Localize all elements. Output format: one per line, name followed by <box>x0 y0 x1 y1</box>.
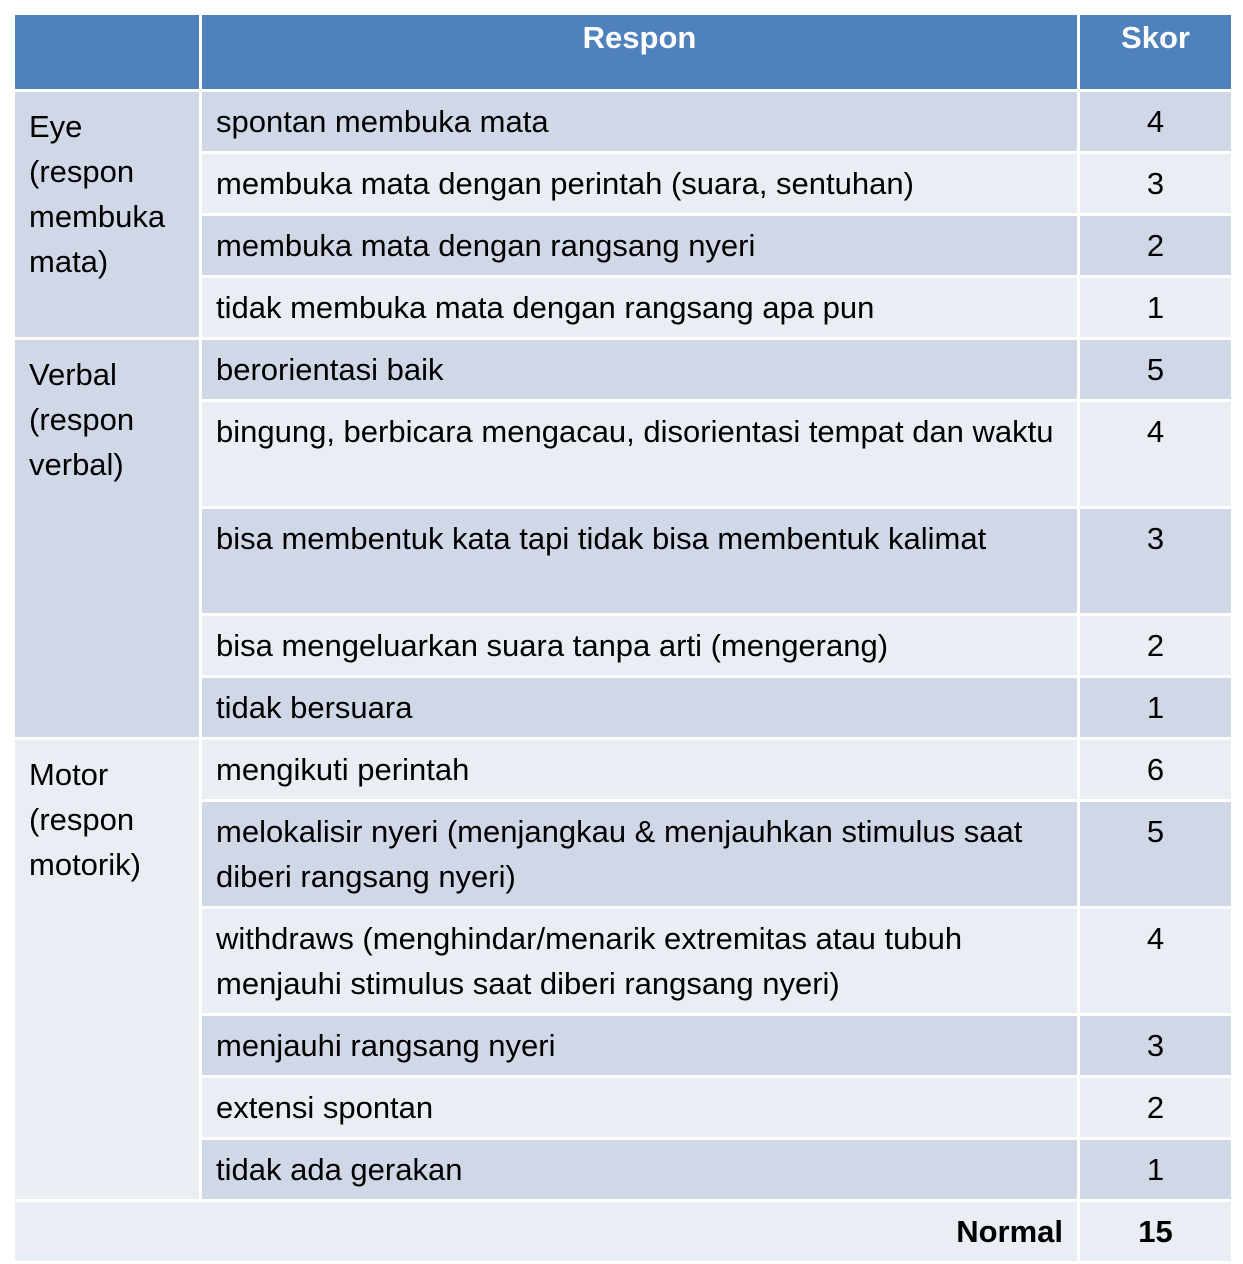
response-cell: tidak bersuara <box>201 677 1079 739</box>
score-cell: 2 <box>1079 1077 1233 1139</box>
glasgow-coma-scale-table <box>12 12 1234 1264</box>
response-cell: bisa mengeluarkan suara tanpa arti (mengerang) <box>201 615 1079 677</box>
response-cell: menjauhi rangsang nyeri <box>201 1015 1079 1077</box>
score-cell: 4 <box>1079 401 1233 508</box>
total-value: 15 <box>1079 1201 1233 1263</box>
table-row <box>14 339 1233 401</box>
total-label: Normal <box>14 1201 1079 1263</box>
category-motor: Motor (respon motorik) <box>14 739 201 1201</box>
response-cell: bingung, berbicara mengacau, disorientasi tempat dan waktu <box>201 401 1079 508</box>
response-cell: tidak membuka mata dengan rangsang apa pun <box>201 277 1079 339</box>
response-cell: mengikuti perintah <box>201 739 1079 801</box>
category-verbal: Verbal (respon verbal) <box>14 339 201 739</box>
header-response: Respon <box>201 14 1079 91</box>
category-eye: Eye (respon membuka mata) <box>14 91 201 339</box>
score-cell: 4 <box>1079 91 1233 153</box>
response-cell: tidak ada gerakan <box>201 1139 1079 1201</box>
score-cell: 2 <box>1079 615 1233 677</box>
response-cell: membuka mata dengan perintah (suara, sentuhan) <box>201 153 1079 215</box>
table-row <box>14 739 1233 801</box>
header-score: Skor <box>1079 14 1233 91</box>
response-cell: membuka mata dengan rangsang nyeri <box>201 215 1079 277</box>
score-cell: 1 <box>1079 277 1233 339</box>
table-row <box>14 91 1233 153</box>
response-cell: bisa membentuk kata tapi tidak bisa membentuk kalimat <box>201 508 1079 615</box>
table-header-row <box>14 14 1233 91</box>
response-cell: spontan membuka mata <box>201 91 1079 153</box>
score-cell: 3 <box>1079 1015 1233 1077</box>
score-cell: 3 <box>1079 508 1233 615</box>
response-cell: melokalisir nyeri (menjangkau & menjauhkan stimulus saat diberi rangsang nyeri) <box>201 801 1079 908</box>
response-cell: withdraws (menghindar/menarik extremitas atau tubuh menjauhi stimulus saat diberi rangsang nyeri) <box>201 908 1079 1015</box>
score-cell: 1 <box>1079 677 1233 739</box>
score-cell: 3 <box>1079 153 1233 215</box>
total-row <box>14 1201 1233 1263</box>
score-cell: 1 <box>1079 1139 1233 1201</box>
response-cell: extensi spontan <box>201 1077 1079 1139</box>
header-category <box>14 14 201 91</box>
score-cell: 4 <box>1079 908 1233 1015</box>
score-cell: 5 <box>1079 339 1233 401</box>
score-cell: 5 <box>1079 801 1233 908</box>
response-cell: berorientasi baik <box>201 339 1079 401</box>
score-cell: 6 <box>1079 739 1233 801</box>
score-cell: 2 <box>1079 215 1233 277</box>
